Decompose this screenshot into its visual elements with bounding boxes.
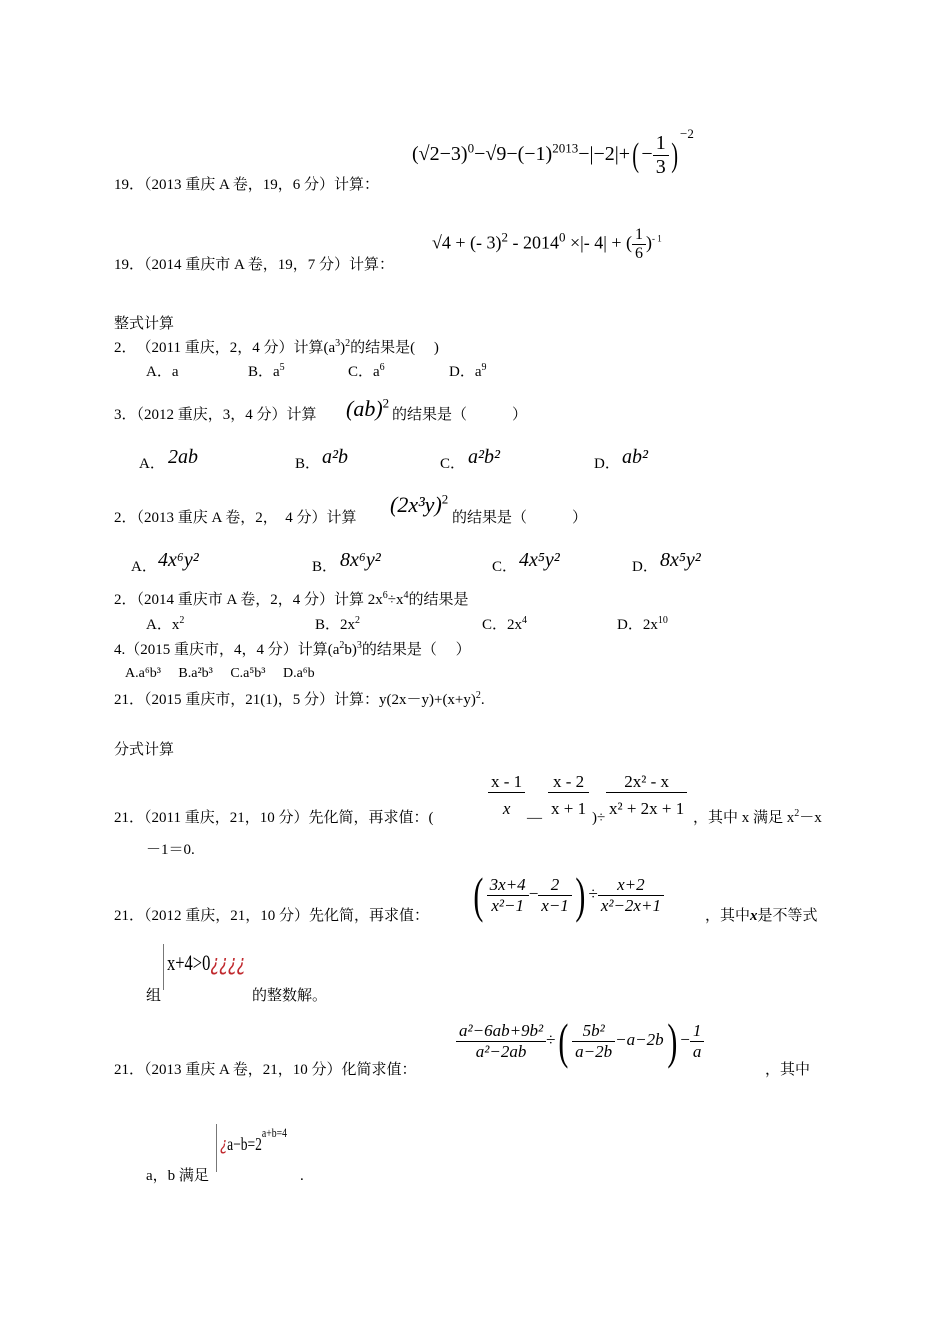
q21-2012-tail3: 的整数解。: [252, 988, 328, 1004]
section-integral-heading: 整式计算: [114, 316, 175, 332]
q3-2012-label: 3．（2012 重庆，3，4 分）计算: [114, 407, 317, 423]
q2-2011-option-d[interactable]: D．$a^9$: [449, 362, 487, 380]
q2-2013-option-d[interactable]: D．: [632, 559, 658, 575]
q19b-label: 19．（2014 重庆市 A 卷，19，7 分）计算：: [114, 257, 395, 273]
q19b-expression: √4 + (- $3)^2 - 2014^0$ ×|- 4| + ( $\frac{1}{6}$ )$^{- 1}$: [432, 226, 662, 262]
q2-2014-option-b[interactable]: B．$2x^2$: [315, 615, 361, 633]
q21-2011-frac1: $\frac{x - 1}{x}$: [488, 772, 525, 819]
q2-2013-label: 2．（2013 重庆 A 卷，2， 4 分）计算: [114, 510, 357, 526]
q21-2013-tail: ，其中: [765, 1062, 811, 1078]
q2-2014-option-a[interactable]: A．$x^2$: [146, 615, 185, 633]
q2-2014-question: 2．（2014 重庆市 A 卷，2，4 分）计算 $2x^6\div x^4$的结果是: [114, 590, 469, 608]
q2-2013-option-a-value: 4x⁶y²: [158, 549, 199, 571]
q21-2012-label: 21．（2012 重庆，21，10 分）先化简，再求值：: [114, 908, 430, 924]
q21-2012-system-brace: [163, 944, 164, 990]
q21-2011-line2: －1＝0.: [146, 842, 195, 858]
q21-2012-tail: ，其中x是不等式: [705, 908, 818, 924]
q21-2011-tail: ，其中 x 满足 $x^2-x$: [693, 808, 822, 826]
q21-2013-dot: .: [300, 1168, 304, 1184]
q21-2012-zu: 组: [146, 988, 162, 1004]
q2-2013-option-d-value: 8x⁵y²: [660, 549, 701, 571]
q19a-label: 19．（2013 重庆 A 卷，19，6 分）计算：: [114, 177, 380, 193]
q21-2011-label: 21．（2011 重庆，21，10 分）先化简，再求值：(: [114, 810, 434, 826]
q21-2011-frac3: $\frac{\text{2x² - x}}{\text{x² + 2x + 1}}$: [606, 772, 687, 819]
q2-2013-option-b[interactable]: B．: [312, 559, 338, 575]
q19a-expression: $(√2-3)^0-√9-(-1)^{2013}-|-2|+$( − $\frac{1}{3}$ )$^{-2}$: [412, 126, 694, 178]
q2-2013-option-c[interactable]: C．: [492, 559, 518, 575]
q21-2015-question: 21．（2015 重庆市，21(1)，5 分）计算：$y(2x-y)+(x+y)^2$.: [114, 690, 485, 708]
q3-option-a-value: 2ab: [168, 446, 198, 468]
q3-2012-tail: 的结果是（ ）: [392, 407, 528, 423]
q21-2012-expression: ( $\frac{3x+4}{\text{x²−1}}$ − $\frac{2}{x-1}$ ) ÷ $\frac{x+2}{\text{x²−2x+1}}$: [470, 866, 664, 924]
q21-2012-system: x+4>0¿¿¿¿: [167, 950, 246, 976]
q2-2013-option-b-value: 8x⁶y²: [340, 549, 381, 571]
q2-2013-option-c-value: 4x⁵y²: [519, 549, 560, 571]
q2-2011-option-b[interactable]: B．$a^5$: [248, 362, 285, 380]
q3-option-b[interactable]: B．: [295, 456, 321, 472]
q2-2011-option-a[interactable]: A．a: [146, 364, 179, 380]
q3-option-a[interactable]: A．: [139, 456, 165, 472]
q2-2014-option-c[interactable]: C．$2x^4$: [482, 615, 528, 633]
section-fraction-heading: 分式计算: [114, 742, 175, 758]
q2-2013-expression: $(2x^3y)^2$: [390, 491, 449, 517]
q3-2012-expression: (ab)$^2$: [346, 395, 390, 421]
q21-2013-expression: $\frac{\text{a²−6ab+9b²}}{\text{a²−2ab}}$ ÷( $\frac{\text{5b²}}{a-2b}$ −a−2b) − $\frac{1}{a}$: [456, 1012, 704, 1070]
q4-2015-options: A.a⁶b³ B.a²b³ C.a⁵b³ D.a⁶b: [125, 666, 315, 681]
q21-2013-system: ¿$a-b=2^{a+b=4}$: [220, 1125, 287, 1155]
q21-2013-line2: a，b 满足: [146, 1168, 209, 1184]
q3-option-d-value: ab²: [622, 446, 648, 468]
q21-2013-label: 21．（2013 重庆 A 卷，21，10 分）化简求值：: [114, 1062, 417, 1078]
q2-2013-option-a[interactable]: A．: [131, 559, 157, 575]
q2-2014-option-d[interactable]: D．$2x^{10}$: [617, 615, 668, 633]
q2-2011-option-c[interactable]: C．$a^6$: [348, 362, 385, 380]
q21-2013-system-brace: [216, 1124, 217, 1172]
q21-2011-minus: —: [527, 810, 542, 826]
q3-option-c[interactable]: C．: [440, 456, 466, 472]
q3-option-b-value: a²b: [322, 446, 348, 468]
q3-option-d[interactable]: D．: [594, 456, 620, 472]
q3-option-c-value: a²b²: [468, 446, 500, 468]
q21-2011-div: )÷: [592, 810, 606, 826]
q21-2011-frac2: $\frac{x - 2}{x + 1}$: [548, 772, 589, 819]
q2-2013-tail: 的结果是（ ）: [452, 510, 588, 526]
q2-2011-question: 2． （2011 重庆，2，4 分）计算$(a^3)^2$的结果是( ): [114, 338, 439, 356]
q4-2015-question: 4.（2015 重庆市，4，4 分）计算$(a^2b)^3$的结果是（ ）: [114, 640, 471, 658]
